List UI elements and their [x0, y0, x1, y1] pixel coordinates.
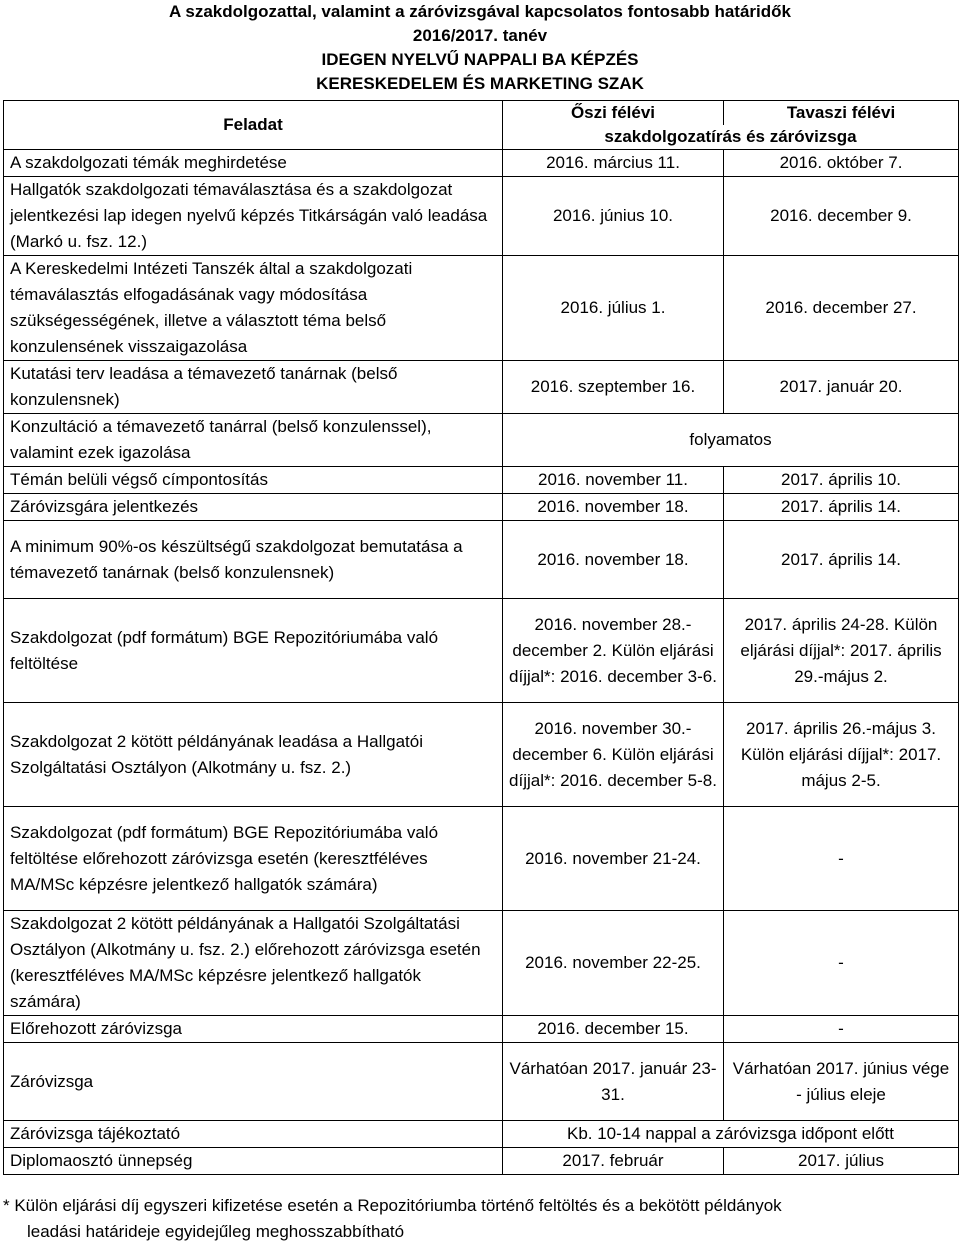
merged-date-cell: Kb. 10-14 nappal a záróvizsga időpont előtt	[503, 1121, 959, 1148]
document-title: A szakdolgozattal, valamint a záróvizsgával kapcsolatos fontosabb határidők	[169, 2, 791, 21]
fall-date-cell: 2016. július 1.	[503, 256, 724, 361]
major-name: KERESKEDELEM ÉS MARKETING SZAK	[316, 74, 644, 93]
spring-date-cell: 2017. január 20.	[724, 361, 959, 414]
table-row	[4, 467, 959, 494]
spring-date-cell: 2017. április 26.-május 3. Külön eljárási díjjal*: 2017. május 2-5.	[724, 703, 959, 807]
column-header-spring: Tavaszi félévi	[724, 101, 959, 126]
task-cell: Záróvizsga	[4, 1043, 503, 1121]
table-row	[4, 1148, 959, 1175]
task-cell: A minimum 90%-os készültségű szakdolgozat bemutatása a témavezető tanárnak (belső konzulensnek)	[4, 521, 503, 599]
fall-date-cell: 2016. november 22-25.	[503, 911, 724, 1016]
table-row	[4, 1016, 959, 1043]
footnote-line-1: * Külön eljárási díj egyszeri kifizetése esetén a Repozitóriumba történő feltöltés és a bekötött példányok	[3, 1196, 782, 1215]
spring-date-cell: -	[724, 1016, 959, 1043]
table-row	[4, 521, 959, 599]
spring-date-cell: -	[724, 807, 959, 911]
spring-date-cell: 2017. július	[724, 1148, 959, 1175]
fall-date-cell: 2016. december 15.	[503, 1016, 724, 1043]
fall-date-cell: 2016. november 30.- december 6. Külön eljárási díjjal*: 2016. december 5-8.	[503, 703, 724, 807]
spring-date-cell: 2017. április 24-28. Külön eljárási díjjal*: 2017. április 29.-május 2.	[724, 599, 959, 703]
task-cell: Konzultáció a témavezető tanárral (belső konzulenssel), valamint ezek igazolása	[4, 414, 503, 467]
column-subheader: szakdolgozatírás és záróvizsga	[503, 125, 959, 150]
spring-date-cell: -	[724, 911, 959, 1016]
fall-date-cell: 2016. november 18.	[503, 494, 724, 521]
table-row	[4, 599, 959, 703]
footnote-line-2: leadási határideje egyidejűleg meghosszabbítható	[27, 1222, 405, 1241]
task-cell: Szakdolgozat (pdf formátum) BGE Repozitóriumába való feltöltése előrehozott záróvizsga esetén (keresztféléves MA/MSc képzésre jelentkező hallgatók számára)	[4, 807, 503, 911]
spring-date-cell: 2016. december 9.	[724, 177, 959, 256]
footnote	[3, 1193, 955, 1245]
spring-date-cell: 2016. október 7.	[724, 150, 959, 177]
task-cell: Záróvizsgára jelentkezés	[4, 494, 503, 521]
task-cell: Témán belüli végső címpontosítás	[4, 467, 503, 494]
fall-date-cell: Várhatóan 2017. január 23-31.	[503, 1043, 724, 1121]
task-cell: Előrehozott záróvizsga	[4, 1016, 503, 1043]
column-header-fall: Őszi félévi	[503, 101, 724, 126]
deadlines-table	[3, 100, 959, 1175]
column-header-task: Feladat	[4, 101, 503, 150]
table-row	[4, 911, 959, 1016]
fall-date-cell: 2016. november 28.- december 2. Külön eljárási díjjal*: 2016. december 3-6.	[503, 599, 724, 703]
fall-date-cell: 2016. november 21-24.	[503, 807, 724, 911]
table-row	[4, 414, 959, 467]
program-name: IDEGEN NYELVŰ NAPPALI BA KÉPZÉS	[321, 50, 639, 69]
spring-date-cell: Várhatóan 2017. június vége - július eleje	[724, 1043, 959, 1121]
fall-date-cell: 2016. június 10.	[503, 177, 724, 256]
table-row	[4, 1043, 959, 1121]
table-row	[4, 703, 959, 807]
fall-date-cell: 2016. március 11.	[503, 150, 724, 177]
fall-date-cell: 2016. november 18.	[503, 521, 724, 599]
task-cell: Diplomaosztó ünnepség	[4, 1148, 503, 1175]
table-row	[4, 361, 959, 414]
task-cell: Kutatási terv leadása a témavezető tanárnak (belső konzulensnek)	[4, 361, 503, 414]
table-row	[4, 807, 959, 911]
task-cell: Szakdolgozat 2 kötött példányának a Hallgatói Szolgáltatási Osztályon (Alkotmány u. fsz. 2.) előrehozott záróvizsga esetén (keresztféléves MA/MSc képzésre jelentkező hallgatók számára)	[4, 911, 503, 1016]
task-cell: Záróvizsga tájékoztató	[4, 1121, 503, 1148]
task-cell: A szakdolgozati témák meghirdetése	[4, 150, 503, 177]
fall-date-cell: 2016. szeptember 16.	[503, 361, 724, 414]
spring-date-cell: 2017. április 14.	[724, 494, 959, 521]
task-cell: Szakdolgozat 2 kötött példányának leadása a Hallgatói Szolgáltatási Osztályon (Alkotmány u. fsz. 2.)	[4, 703, 503, 807]
table-row	[4, 177, 959, 256]
document-header	[0, 0, 960, 96]
task-cell: Hallgatók szakdolgozati témaválasztása és a szakdolgozat jelentkezési lap idegen nyelvű képzés Titkárságán való leadása (Markó u. fsz. 12.)	[4, 177, 503, 256]
table-row	[4, 150, 959, 177]
academic-year: 2016/2017. tanév	[412, 26, 548, 45]
table-row	[4, 1121, 959, 1148]
table-row	[4, 494, 959, 521]
task-cell: A Kereskedelmi Intézeti Tanszék által a szakdolgozati témaválasztás elfogadásának vagy módosítása szükségességének, illetve a választott téma belső konzulensének visszaigazolása	[4, 256, 503, 361]
task-cell: Szakdolgozat (pdf formátum) BGE Repozitóriumába való feltöltése	[4, 599, 503, 703]
spring-date-cell: 2017. április 10.	[724, 467, 959, 494]
table-row	[4, 256, 959, 361]
fall-date-cell: 2016. november 11.	[503, 467, 724, 494]
spring-date-cell: 2016. december 27.	[724, 256, 959, 361]
merged-date-cell: folyamatos	[503, 414, 959, 467]
spring-date-cell: 2017. április 14.	[724, 521, 959, 599]
fall-date-cell: 2017. február	[503, 1148, 724, 1175]
